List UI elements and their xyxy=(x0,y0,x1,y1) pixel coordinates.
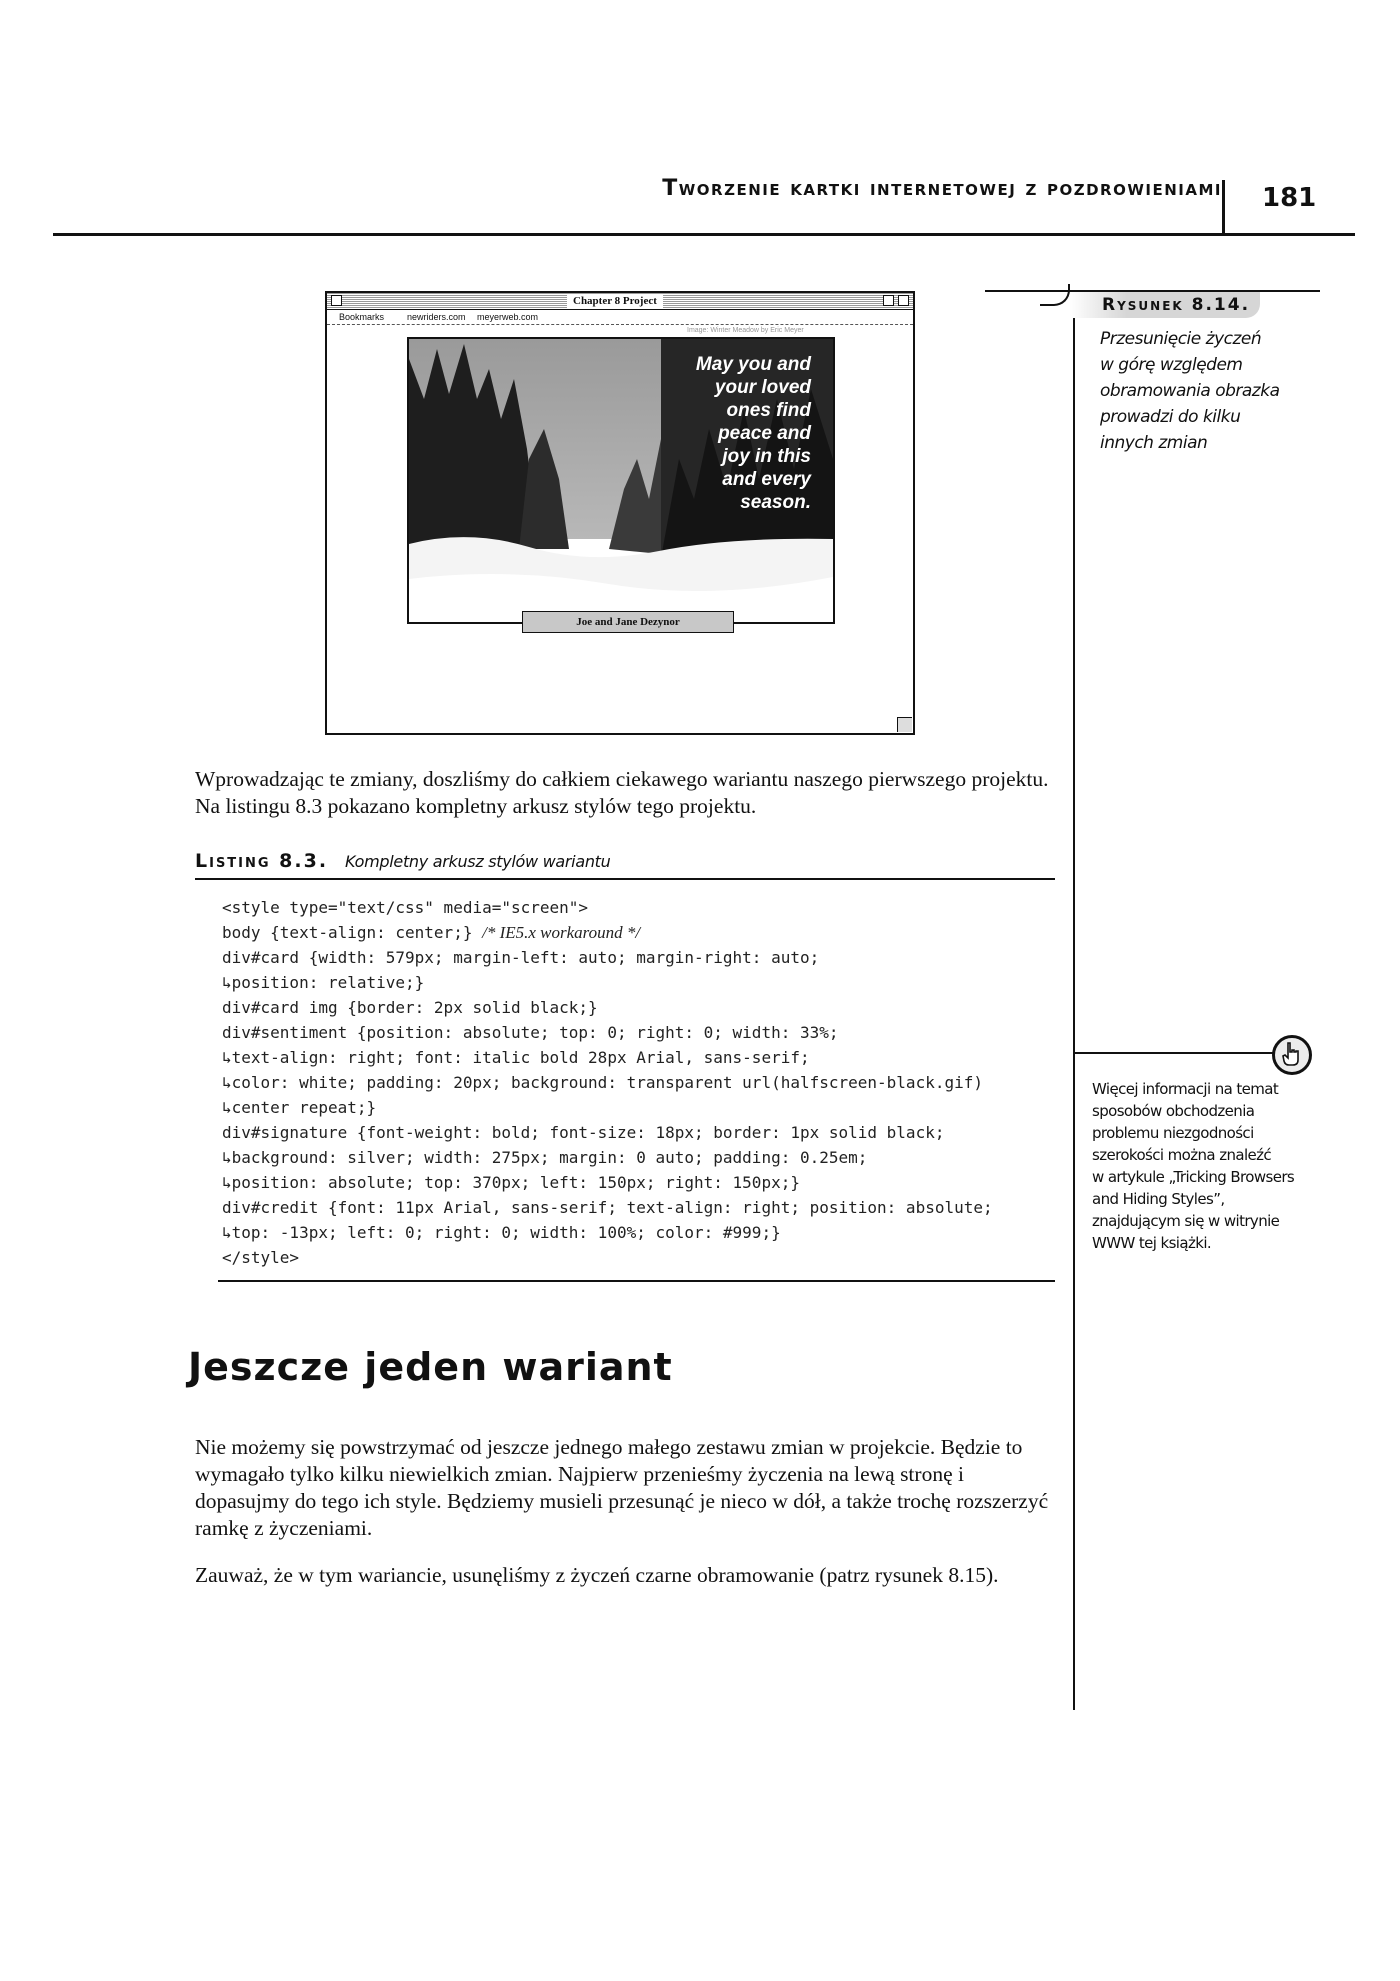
figure-caption: Przesunięcie życzeń w górę względem obramowania obrazka prowadzi do kilku innych zmian xyxy=(1100,329,1280,453)
card-sentiment: May you and your loved ones find peace and joy in this and every season. xyxy=(695,354,811,513)
header-rule xyxy=(53,233,1355,236)
card-signature: Joe and Jane Dezynor xyxy=(522,611,734,633)
code-line: <style type="text/css" media="screen"> xyxy=(222,898,589,917)
toolbar-item-site-2: meyerweb.com xyxy=(477,312,539,322)
listing-caption: Kompletny arkusz stylów wariantu xyxy=(345,852,611,871)
body-paragraph-1: Wprowadzając te zmiany, doszliśmy do całkiem ciekawego wariantu naszego pierwszego projektu. Na listingu 8.3 pokazano kompletny arkusz stylów tego projektu. xyxy=(195,767,1049,818)
code-line xyxy=(222,920,1052,945)
pointing-hand-icon xyxy=(1272,1035,1312,1075)
margin-note: Więcej informacji na temat sposobów obchodzenia problemu niezgodności szerokości można znaleźć w artykule „Tricking Browsers and Hiding Styles”, znajdującym się w witrynie WWW tej książki. xyxy=(1092,1080,1295,1252)
section-heading: Jeszcze jeden wariant xyxy=(188,1345,673,1389)
body-paragraph-3: Zauważ, że w tym wariancie, usunęliśmy z życzeń czarne obramowanie (patrz rysunek 8.15). xyxy=(195,1563,999,1587)
code-line: ↳text-align: right; font: italic bold 28px Arial, sans-serif; xyxy=(222,1048,810,1067)
code-line: ↳top: -13px; left: 0; right: 0; width: 100%; color: #999;} xyxy=(222,1223,781,1242)
note-rule xyxy=(1073,1052,1273,1054)
window-titlebar xyxy=(327,293,913,310)
window-title: Chapter 8 Project xyxy=(567,294,663,308)
collapse-box-icon xyxy=(898,295,909,306)
code-listing xyxy=(222,895,1052,1270)
header-divider xyxy=(1222,180,1225,234)
toolbar-item-bookmarks: Bookmarks xyxy=(339,312,385,322)
code-line: ↳color: white; padding: 20px; background: transparent url(halfscreen-black.gif) xyxy=(222,1073,983,1092)
listing-rule-bottom xyxy=(218,1280,1055,1282)
code-line: div#card img {border: 2px solid black;} xyxy=(222,998,598,1017)
margin-rule xyxy=(1073,290,1075,1710)
pointing-hand-glyph xyxy=(1279,1041,1303,1067)
toolbar-item-site-1: newriders.com xyxy=(407,312,466,322)
browser-toolbar xyxy=(327,310,913,325)
resize-grip-icon xyxy=(897,717,912,732)
figure-screenshot xyxy=(325,291,915,735)
code-line: ↳position: absolute; top: 370px; left: 150px; right: 150px;} xyxy=(222,1173,800,1192)
code-line: div#card {width: 579px; margin-left: auto; margin-right: auto; xyxy=(222,948,820,967)
caption-hook xyxy=(1040,284,1070,306)
code-line: ↳position: relative;} xyxy=(222,973,425,992)
image-credit: Image: Winter Meadow by Eric Meyer xyxy=(687,327,804,334)
code-line: </style> xyxy=(222,1248,300,1267)
running-header: Tworzenie kartki internetowej z pozdrowieniami xyxy=(662,176,1222,201)
listing-label: Listing 8.3. xyxy=(195,850,329,872)
code-line: ↳center repeat;} xyxy=(222,1098,377,1117)
code-line: div#credit {font: 11px Arial, sans-serif; text-align: right; position: absolute; xyxy=(222,1198,993,1217)
close-box-icon xyxy=(331,295,342,306)
listing-rule-top xyxy=(195,878,1055,880)
page-number: 181 xyxy=(1262,183,1317,213)
code-text: body {text-align: center;} xyxy=(222,923,483,942)
greeting-card xyxy=(407,337,835,624)
code-line: div#signature {font-weight: bold; font-size: 18px; border: 1px solid black; xyxy=(222,1123,945,1142)
zoom-box-icon xyxy=(883,295,894,306)
figure-label: Rysunek 8.14. xyxy=(1070,292,1260,318)
code-comment: /* IE5.x workaround */ xyxy=(482,923,641,942)
code-line: ↳background: silver; width: 275px; margin: 0 auto; padding: 0.25em; xyxy=(222,1148,868,1167)
code-line: div#sentiment {position: absolute; top: 0; right: 0; width: 33%; xyxy=(222,1023,839,1042)
body-paragraph-2: Nie możemy się powstrzymać od jeszcze jednego małego zestawu zmian w projekcie. Będzie to wymagało tylko kilku niewielkich zmian. Najpierw przenieśmy życzenia na lewą stronę i dopasujmy do tego ich style. Będziemy musieli przesunąć je nieco w dół, a także trochę rozszerzyć ramkę z życzeniami. xyxy=(195,1435,1049,1540)
